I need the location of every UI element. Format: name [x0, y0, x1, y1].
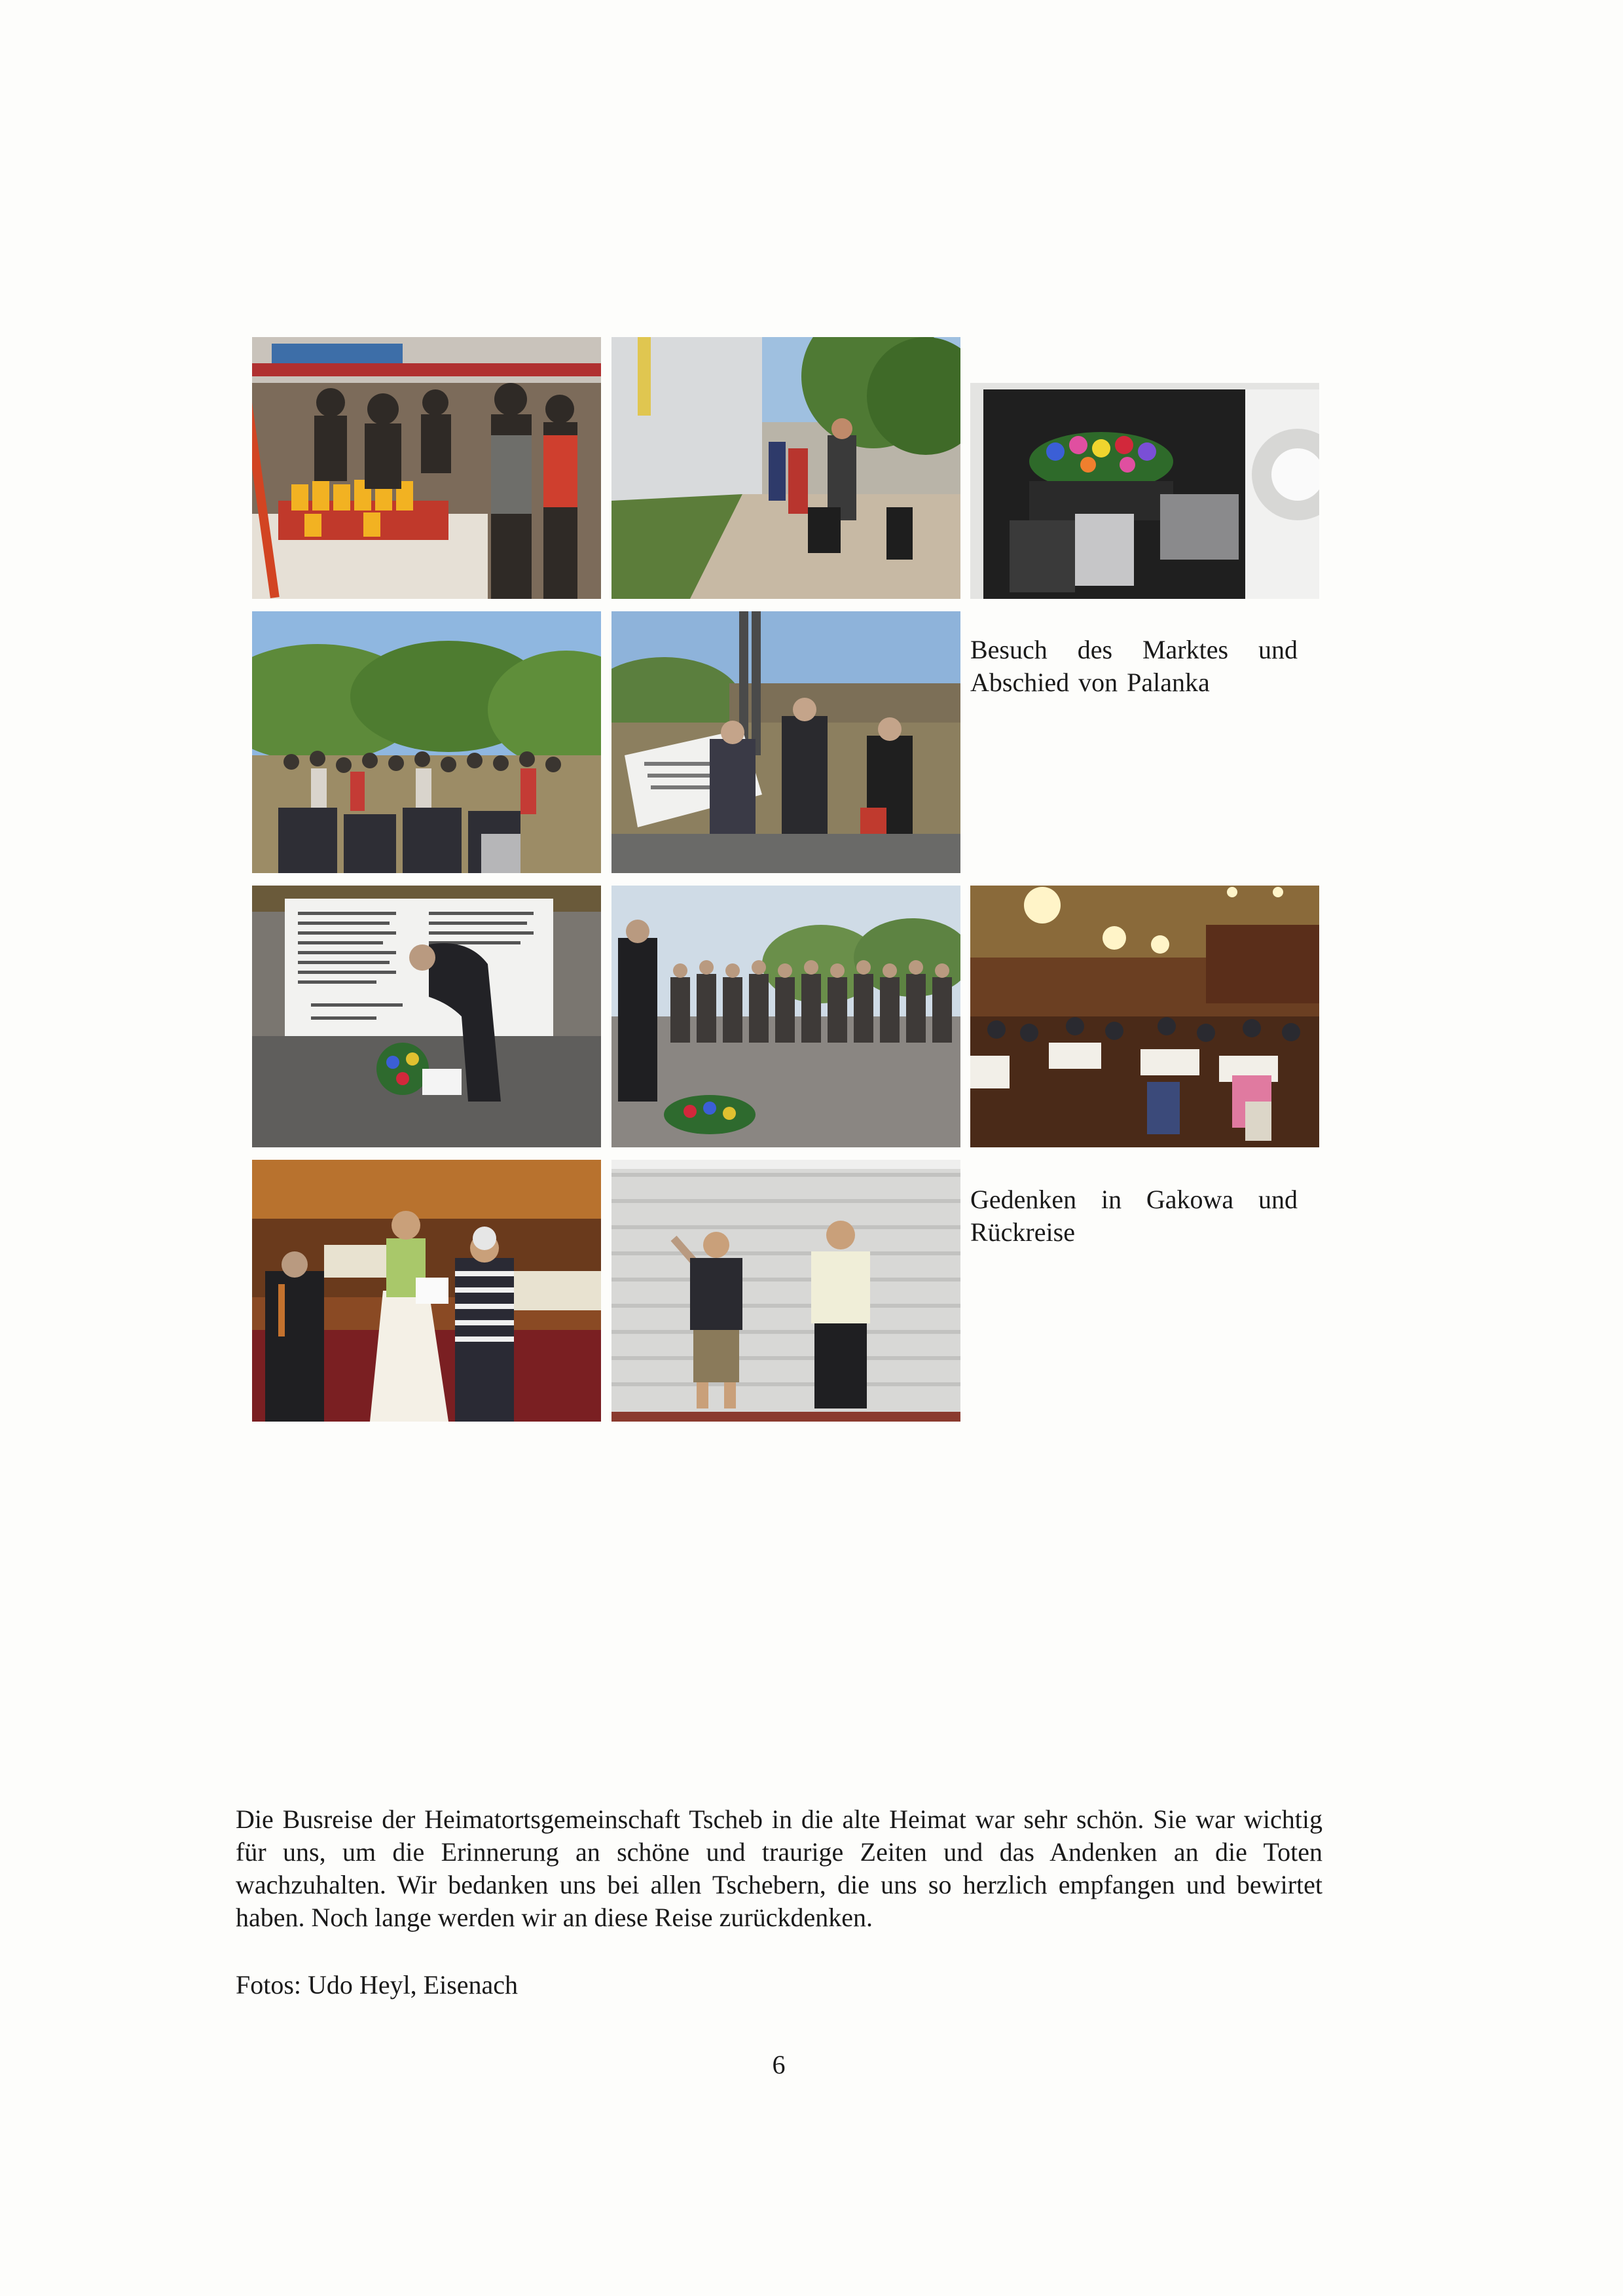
photo-memorial-wreath	[252, 886, 601, 1147]
page-number: 6	[772, 2050, 786, 2079]
photo-bus-luggage	[970, 337, 1319, 599]
caption-market-palanka: Besuch des Marktes und Abschied von Palanka	[970, 635, 1298, 697]
photo-market-stall	[252, 337, 601, 599]
photo-banquet-hall	[970, 886, 1319, 1147]
body-paragraph: Die Busreise der Heimatortsgemeinschaft Tscheb in die alte Heimat war sehr schön. Sie war wichtig für uns, um die Erinnerung an schöne und traurige Zeiten und das Andenken an die Toten wachzuhalten. Wir bedanken uns bei allen Tschebern, die uns so herzlich empfangen und bewirtet haben. Noch lange werden wir an diese Reise zurückdenken.	[236, 1804, 1322, 1932]
photo-memorial-ceremony	[611, 611, 960, 873]
photo-speakers-dining-hall	[252, 1160, 601, 1422]
caption-gakowa-return: Gedenken in Gakowa und Rückreise	[970, 1185, 1298, 1247]
photo-memorial-square-group	[611, 886, 960, 1147]
photo-street-suitcases	[611, 337, 960, 599]
photo-two-men-white-wall	[611, 1160, 960, 1422]
photo-group-field	[252, 611, 601, 873]
photo-credit: Fotos: Udo Heyl, Eisenach	[236, 1970, 519, 2000]
